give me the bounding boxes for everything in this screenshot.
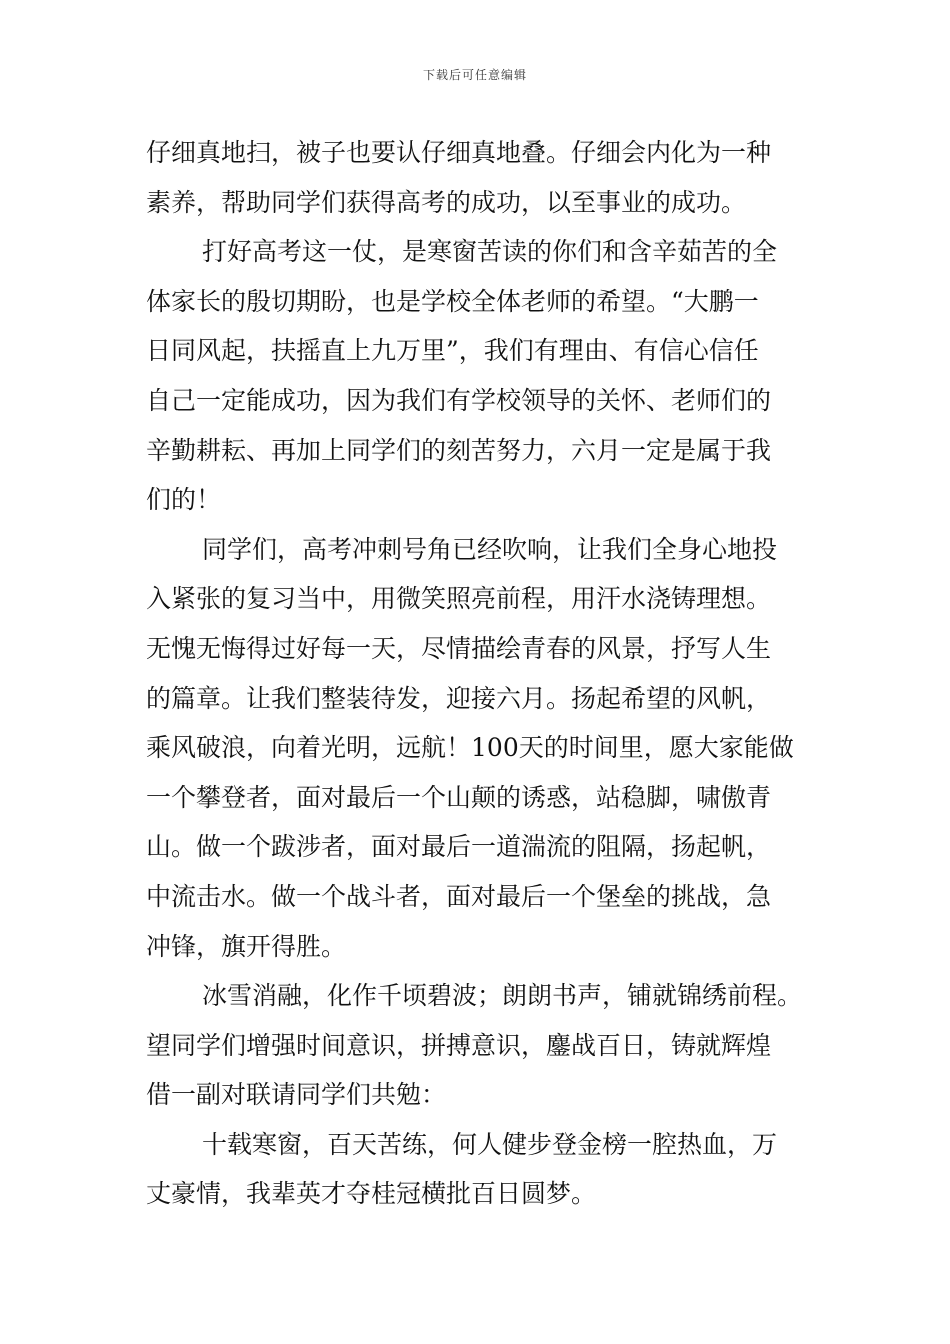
text-line: 体家长的殷切期盼，也是学校全体老师的希望。“大鹏一 [146,286,759,316]
text-line: 们的！ [146,485,222,515]
text-line: 辛勤耕耘、再加上同学们的刻苦努力，六月一定是属于我 [146,435,772,465]
text-line: 入紧张的复习当中，用微笑照亮前程，用汗水浇铸理想。 [146,584,772,614]
text-line: 山。做一个跋涉者，面对最后一道湍流的阻隔，扬起帆， [146,832,772,862]
text-line: 一个攀登者，面对最后一个山颠的诱惑，站稳脚，啸傲青 [146,782,772,812]
text-line: 丈豪情，我辈英才夺桂冠横批百日圆梦。 [146,1179,597,1209]
header-note: 下载后可任意编辑 [422,68,527,82]
paragraph-start-line: 十载寒窗，百天苦练，何人健步登金榜一腔热血，万 [202,1129,778,1159]
text-line: 望同学们增强时间意识，拼搏意识，鏖战百日，铸就辉煌 [146,1030,772,1060]
text-line: 乘风破浪，向着光明，远航！100天的时间里，愿大家能做 [146,733,794,763]
paragraph-start-line: 冰雪消融，化作千顷碧波；朗朗书声，铺就锦绣前程。 [202,981,803,1011]
text-line: 中流击水。做一个战斗者，面对最后一个堡垒的挑战，急 [146,881,772,911]
paragraph-start-line: 同学们，高考冲刺号角已经吹响，让我们全身心地投 [202,534,778,564]
document-body [146,128,808,1219]
text-line: 冲锋，旗开得胜。 [146,931,347,961]
text-line: 仔细真地扫，被子也要认仔细真地叠。仔细会内化为一种 [146,138,772,167]
text-line: 自己一定能成功，因为我们有学校领导的关怀、老师们的 [146,385,772,415]
text-line: 无愧无悔得过好每一天，尽情描绘青春的风景，抒写人生 [146,633,772,663]
paragraph-start-line: 打好高考这一仗，是寒窗苦读的你们和含辛茹苦的全 [202,237,778,267]
text-line: 借一副对联请同学们共勉： [146,1080,447,1110]
text-line: 素养，帮助同学们获得高考的成功，以至事业的成功。 [146,187,747,217]
text-line: 的篇章。让我们整装待发，迎接六月。扬起希望的风帆， [146,683,772,713]
text-line: 日同风起，扶摇直上九万里”，我们有理由、有信心信任 [146,336,759,366]
